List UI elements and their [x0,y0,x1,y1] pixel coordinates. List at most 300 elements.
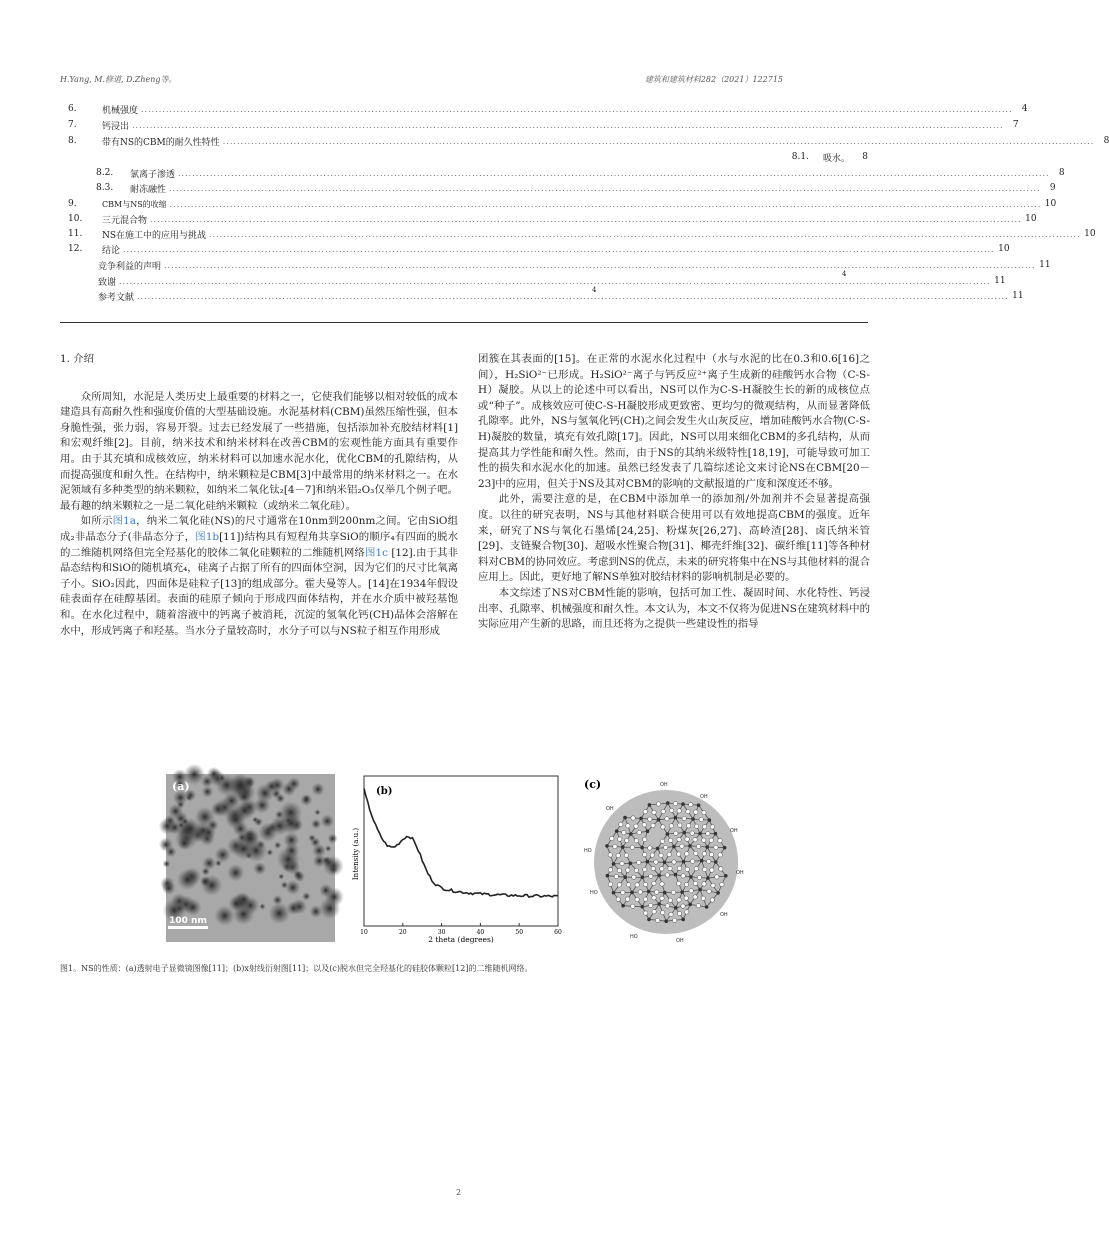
particle-blob [207,767,221,781]
oxygen-atom [710,868,714,872]
oxygen-atom [672,860,676,864]
toc-leader [123,245,995,254]
oxygen-atom [622,830,626,834]
oxygen-atom [668,898,672,902]
toc-title: 钙浸出 [102,121,130,132]
toc-leader [141,105,1013,114]
oxygen-atom [671,890,675,894]
silicon-atom [641,905,645,909]
oxygen-atom [613,844,617,848]
particle-blob [202,856,216,870]
silicon-atom [647,890,651,894]
particle-blob [200,827,207,834]
oxygen-atom [689,889,693,893]
oxygen-atom [709,852,713,856]
oxygen-atom [643,911,647,915]
toc-page: 4 [1021,104,1028,114]
silicon-atom [674,816,678,820]
oxygen-atom [608,868,612,872]
toc-number: 12. [68,244,83,254]
particle-blob [325,845,332,852]
toc-entry[interactable] [68,212,1037,226]
oxygen-atom [620,861,624,865]
figure-link[interactable]: 图1a [112,515,136,528]
oxygen-atom [714,845,718,849]
oxygen-atom [685,852,689,856]
silicon-atom [680,890,684,894]
oxygen-atom [667,852,671,856]
toc-leader [150,215,1022,224]
oxygen-atom [632,875,636,879]
silicon-atom [621,845,625,849]
silicon-atom [682,860,686,864]
oxygen-atom [669,912,673,916]
silicon-atom [629,862,633,866]
silicon-atom [666,801,670,805]
particle-blob [328,834,338,844]
oxygen-atom [702,882,706,886]
x-tick-label: 50 [515,929,524,936]
oxygen-atom [624,853,628,857]
paragraph: 团簇在其表面的[15]。在正常的水泥水化过程中（水与水泥的比在0.3和0.6[16]之间），H₂SiO²⁻已形成。H₂SiO²⁻离子与钙反应²⁺离子生成新的硅酸钙水合物（C-S-H）凝胶。从以上的论述中可以看出，NS可以作为C-S-H凝胶生长的新的成核位点或“种子”。成核效应可使C-S-H凝胶形成更致密、更均匀的微观结构，从而显著降低孔隙率。此外，NS与氢氧化钙(CH)之间会发生火山灰反应，增加硅酸钙水合物(C-S-H)凝胶的数量，填充有效孔隙[17]。因此，NS可以用来细化CBM的多孔结构，从而提高其力学性能和耐久性。然而，由于NS的其纳米级特性[18,19]，可能导致可加工性的损失和水泥水化的加速。虽然已经发表了几篇综述论文来讨论NS在CBM[20－23]中的应用，但关于NS及其对CBM的影响的文献报道的广度和深度还不够。 [478,353,870,490]
x-tick-label: 60 [554,929,562,936]
scale-bar-label: 100 nm [169,916,207,926]
particle-blob [259,903,265,909]
oxygen-atom [637,830,641,834]
oxygen-atom [626,824,630,828]
toc-number: 10. [68,214,83,224]
oxygen-atom [634,839,638,843]
silicon-atom [640,846,644,850]
text-run: ，纳米二氧化硅(NS)的尺寸通常在10nm到200nm之间。它由SiO组成₂非晶态分子(非晶态分子， [60,515,459,543]
particle-blob [314,809,320,815]
oxygen-atom [617,883,621,887]
silicon-atom [641,876,645,880]
toc-leader [170,200,1042,209]
oxygen-atom [693,895,697,899]
toc-title: 竞争利益的声明 [98,261,162,272]
silicon-atom [639,817,643,821]
oxygen-atom [649,874,653,878]
oxygen-atom [625,897,629,901]
particle-blob [253,862,266,875]
oxygen-atom [617,868,621,872]
oxygen-atom [642,823,646,827]
silicon-atom [681,802,685,806]
x-tick-label: 10 [360,929,368,936]
oxygen-atom [643,810,647,814]
silicon-atom [688,844,692,848]
oxygen-atom [711,883,715,887]
oxygen-atom [702,852,706,856]
toc-superscript: 4 [592,286,597,294]
oxygen-atom [719,867,723,871]
oxygen-atom [652,910,656,914]
hydroxyl-label: OH [720,912,728,918]
oxygen-atom [655,918,659,922]
oxygen-atom [696,844,700,848]
hydroxyl-label: OH [736,870,744,876]
toc-number: 8. [68,136,77,146]
silicon-atom [714,860,718,864]
toc-entry[interactable] [68,227,1096,241]
oxygen-atom [680,844,684,848]
oxygen-atom [655,890,659,894]
particle-blob [284,843,299,858]
oxygen-atom [668,866,672,870]
text-run: [12].由于其非晶态结构和SiO的随机填充₄，硅离子占据了所有的四面体空洞，因为它们的尺寸比氧离子小。SiO₂因此，四面体是硅粒子[13]的组成部分。霍夫曼等人。[14]在1934年假设硅表面存在硅醇基团。表面的硅原子倾向于形成四面体结构，并在水介质中被羟基饱和。在水化过程中，随着溶液中的钙离子被消耗，沉淀的氢氧化钙(CH)晶体会溶解在水中，形成钙离子和羟基。当水分子量较高时，水分子可以与NS粒子相互作用形成 [60,546,459,637]
particle-blob [276,794,286,804]
oxygen-atom [661,910,665,914]
oxygen-atom [665,904,669,908]
silicon-atom [621,904,625,908]
oxygen-atom [660,839,664,843]
oxygen-atom [684,882,688,886]
particle-blob [207,819,219,831]
toc-title: 氯离子渗透 [130,169,176,180]
oxygen-atom [664,845,668,849]
toc-entry[interactable] [68,197,1057,211]
silicon-atom [716,891,720,895]
paragraph [60,514,458,639]
particle-blob [242,830,258,846]
oxygen-atom [668,838,672,842]
oxygen-atom [699,817,703,821]
oxygen-atom [703,825,707,829]
oxygen-atom [702,810,706,814]
oxygen-atom [643,867,647,871]
toc-leader [223,137,1095,146]
toc-title: 参考文献 [98,292,135,303]
particle-blob [181,818,189,826]
hydroxyl-label: OH [660,782,668,788]
paragraph: 本文综述了NS对CBM性能的影响，包括可加工性、凝固时间、水化特性、钙浸出率、孔隙率、机械强度和耐久性。本文认为，本文不仅将为促进NS在建筑材料中的实际应用产生新的思路，而且还将为之提供一些建设性的指导 [478,586,870,631]
silicon-atom [688,903,692,907]
hydroxyl-label: HO [584,848,592,854]
toc-page: 10 [1025,214,1037,224]
oxygen-atom [651,823,655,827]
section-title: 1. 介绍 [60,353,94,365]
particle-blob [308,834,316,842]
particle-blob [254,797,271,814]
oxygen-atom [652,896,656,900]
particle-blob [235,800,255,820]
oxygen-atom [643,897,647,901]
oxygen-atom [621,890,625,894]
paragraph: 众所周知，水泥是人类历史上最重要的材料之一，它使我们能够以相对较低的成本建造具有高耐久性和强度价值的大型基础设施。水泥基材料(CBM)虽然压缩性强，但本身脆性强，张力弱，容易开裂。过去已经发展了一些措施，包括添加补充胶结材料[1]和宏观纤维[2]。目前，纳米技术和纳米材料在改善CBM的宏观性能方面具有重要作用。由于其充填和成核效应，纳米材料可以加速水泥水化，优化CBM的孔隙结构，从而提高强度和耐久性。在结构中，纳米颗粒是CBM[3]中最常用的纳米材料之一。在水泥领域有多种类型的纳米颗粒，如纳米二氧化钛₂[4－7]和纳米铝₂O₃仅举几个例子吧。最有趣的纳米颗粒之一是二氧化硅纳米颗粒（或纳米二氧化硅）。 [60,390,459,512]
oxygen-atom [677,866,681,870]
particle-blob [252,817,258,823]
silicon-atom [646,860,650,864]
particle-blob [312,783,325,796]
silicon-atom [664,919,668,923]
silicon-atom [615,829,619,833]
oxygen-atom [660,867,664,871]
tem-image [166,774,335,942]
paragraph: 此外，需要注意的是，在CBM中添加单一的添加剂/外加剂并不会显著提高强度。以往的研究表明，NS与其他材料联合使用可以有效地提高CBM的强度。近年来，研究了NS与氧化石墨烯[24,25]、粉煤灰[26,27]、高岭渣[28]、卤氏纳米管[29]、支链聚合物[30]、超吸水性聚合物[31]、椰壳纤维[32]、碳纤维[11]等各种材料对CBM的协同效应。考虑到NS的优点，未来的研究将集中在NS与其他材料的混合应用上。因此，更好地了解NS单独对胶结材料的影响机制是必要的。 [478,493,870,584]
oxygen-atom [710,898,714,902]
silicon-atom [623,816,627,820]
oxygen-atom [696,904,700,908]
particle-blob [281,881,289,889]
oxygen-atom [703,867,707,871]
oxygen-atom [686,824,690,828]
oxygen-atom [651,866,655,870]
oxygen-atom [674,831,678,835]
oxygen-atom [720,882,724,886]
toc-leader [132,121,1004,130]
silicon-atom [647,918,651,922]
right-column [478,352,870,633]
toc-entry[interactable] [96,166,1065,180]
particle-blob [285,880,300,895]
oxygen-atom [677,898,681,902]
oxygen-atom [659,853,663,857]
particle-blob [300,794,312,806]
silicon-atom [605,844,609,848]
oxygen-atom [635,883,639,887]
oxygen-atom [693,881,697,885]
silicon-atom [657,874,661,878]
silicon-atom [723,846,727,850]
toc-title: NS在施工中的应用与挑战 [102,230,207,241]
oxygen-atom [618,837,622,841]
oxygen-atom [643,882,647,886]
silicon-atom [663,861,667,865]
oxygen-atom [665,817,669,821]
oxygen-atom [616,897,620,901]
particle-blob [287,777,300,790]
oxygen-atom [648,846,652,850]
oxygen-atom [697,875,701,879]
page-number: 2 [456,1188,462,1197]
silicon-atom [629,832,633,836]
toc-title: 带有NS的CBM的耐久性特性 [102,137,220,148]
oxygen-atom [661,825,665,829]
silicon-atom [648,803,652,807]
panel-a-label: (a) [172,780,190,793]
hydroxyl-label: OH [730,828,738,834]
toc-entry[interactable] [98,274,1006,288]
oxygen-atom [694,824,698,828]
oxygen-atom [690,859,694,863]
particle-blob [159,838,173,852]
toc-page: 10 [998,244,1010,254]
particle-blob [200,876,211,887]
particle-blob [214,905,235,926]
silicon-atom [705,845,709,849]
particle-blob [293,870,303,880]
particle-blob [211,802,226,817]
left-column [60,352,458,639]
silicon-atom [612,891,616,895]
oxygen-atom [638,890,642,894]
oxygen-atom [677,881,681,885]
oxygen-atom [631,904,635,908]
particle-blob [162,881,176,895]
toc-number: 11. [68,229,83,239]
oxygen-atom [608,853,612,857]
toc-number: 9. [68,199,77,209]
toc-entry[interactable] [68,118,1019,132]
oxygen-atom [643,852,647,856]
oxygen-atom [682,816,686,820]
toc-entry[interactable] [98,258,1051,272]
oxygen-atom [634,824,638,828]
network-diagram [580,774,750,946]
particle-blob [278,873,284,879]
toc-superscript: 4 [842,270,847,278]
silicon-atom [689,875,693,879]
y-axis-label: Intensity (a.u.) [352,827,360,881]
silicon-atom [672,845,676,849]
oxygen-atom [684,896,688,900]
particle-blob [311,819,321,829]
silicon-atom [630,891,634,895]
oxygen-atom [650,853,654,857]
toc-title: 致谢 [98,277,117,288]
particle-blob [322,856,331,865]
oxygen-atom [661,809,665,813]
oxygen-atom [686,809,690,813]
toc-entry[interactable] [98,289,1024,303]
figure-link[interactable]: 图1c [364,546,388,559]
silicon-atom [657,902,661,906]
oxygen-atom [693,838,697,842]
toc-page: 9 [1049,183,1056,193]
oxygen-atom [625,838,629,842]
oxygen-atom [660,896,664,900]
hydroxyl-label: HO [590,890,598,896]
oxygen-atom [677,837,681,841]
oxygen-atom [718,839,722,843]
running-header-authors: H.Yang, M.修道, D.Zheng等。 [60,75,177,84]
toc-number: 7. [68,120,77,130]
oxygen-atom [660,882,664,886]
toc-number: 6. [68,104,77,114]
oxygen-atom [681,874,685,878]
oxygen-atom [701,896,705,900]
oxygen-atom [635,897,639,901]
silicon-atom [681,918,685,922]
silicon-atom [708,818,712,822]
toc-title: 三元混合物 [102,215,148,226]
panel-b-label: (b) [376,786,393,797]
oxygen-atom [669,824,673,828]
x-tick-label: 40 [476,929,485,936]
toc-entry[interactable] [68,150,868,164]
oxygen-atom [709,838,713,842]
running-header-journal: 建筑和建筑材料282（2021）122715 [644,75,783,84]
oxygen-atom [665,873,669,877]
silicon-atom [646,829,650,833]
silicon-atom [698,832,702,836]
toc-page: 7 [1012,120,1019,130]
hydroxyl-label: HO [630,934,638,940]
oxygen-atom [702,838,706,842]
oxygen-atom [608,882,612,886]
text-run: 如所示 [80,515,113,528]
xrd-pattern [350,774,560,944]
oxygen-atom [690,831,694,835]
silicon-atom [666,832,670,836]
oxygen-atom [654,860,658,864]
oxygen-atom [681,904,685,908]
tem-texture [166,774,335,942]
particle-blob [302,892,311,901]
toc-page: 8 [1103,136,1109,146]
particle-blob [274,841,282,849]
silicon-atom [691,817,695,821]
particle-blob [202,786,214,798]
silicon-atom [663,891,667,895]
section-divider [60,322,868,323]
figure-caption: 图1。NS的性质：(a)透射电子显微镜图像[11]；(b)x射线衍射图[11]；以及(c)脱水但完全羟基化的硅胶体颗粒[12]的二维随机网络。 [60,964,533,973]
toc-page: 8 [862,152,868,162]
toc-entry[interactable] [68,134,1109,148]
toc-number: 8.2. [96,168,114,178]
oxygen-atom [689,802,693,806]
oxygen-atom [694,867,698,871]
toc-page: 11 [1039,260,1051,270]
oxygen-atom [710,825,714,829]
figure-link[interactable]: 图1b [195,530,220,543]
toc-title: CBM与NS的收缩 [102,199,167,209]
oxygen-atom [610,836,614,840]
silicon-atom [724,874,728,878]
x-tick-label: 20 [398,929,407,936]
toc-entry[interactable] [96,181,1056,195]
oxygen-atom [614,874,618,878]
silicon-atom [606,874,610,878]
oxygen-atom [694,810,698,814]
oxygen-atom [673,801,677,805]
silicon-atom [698,888,702,892]
oxygen-atom [652,881,656,885]
oxygen-atom [677,809,681,813]
particle-blob [168,804,183,819]
xrd-plot [350,774,560,944]
oxygen-atom [707,889,711,893]
text-run: [11])结构具有短程角共享SiO的顺序₄有四面的脱水的二维随机网络但完全羟基化的胶体二氧化硅颗粒的二维随机网络 [60,530,458,559]
oxygen-atom [619,822,623,826]
toc-leader [178,169,1050,178]
particle-blob [163,860,171,868]
hydroxyl-label: OH [700,794,708,800]
oxygen-atom [678,823,682,827]
toc-entry[interactable] [68,102,1028,116]
oxygen-atom [652,810,656,814]
x-tick-label: 30 [437,929,446,936]
silicon-atom [657,818,661,822]
oxygen-atom [685,837,689,841]
toc-title: 吸水。 [822,153,850,164]
oxygen-atom [626,868,630,872]
toc-leader [137,292,1009,301]
toc-entry[interactable] [68,242,1010,256]
silicon-atom [674,873,678,877]
toc-leader [164,261,1036,270]
particle-blob [184,899,201,916]
oxygen-atom [706,831,710,835]
hydroxyl-label: OH [606,806,614,812]
oxygen-atom [630,845,634,849]
oxygen-atom [643,837,647,841]
hydroxyl-label: OH [676,938,684,944]
oxygen-atom [656,802,660,806]
toc-page: 11 [994,276,1006,286]
silicon-atom [656,847,660,851]
